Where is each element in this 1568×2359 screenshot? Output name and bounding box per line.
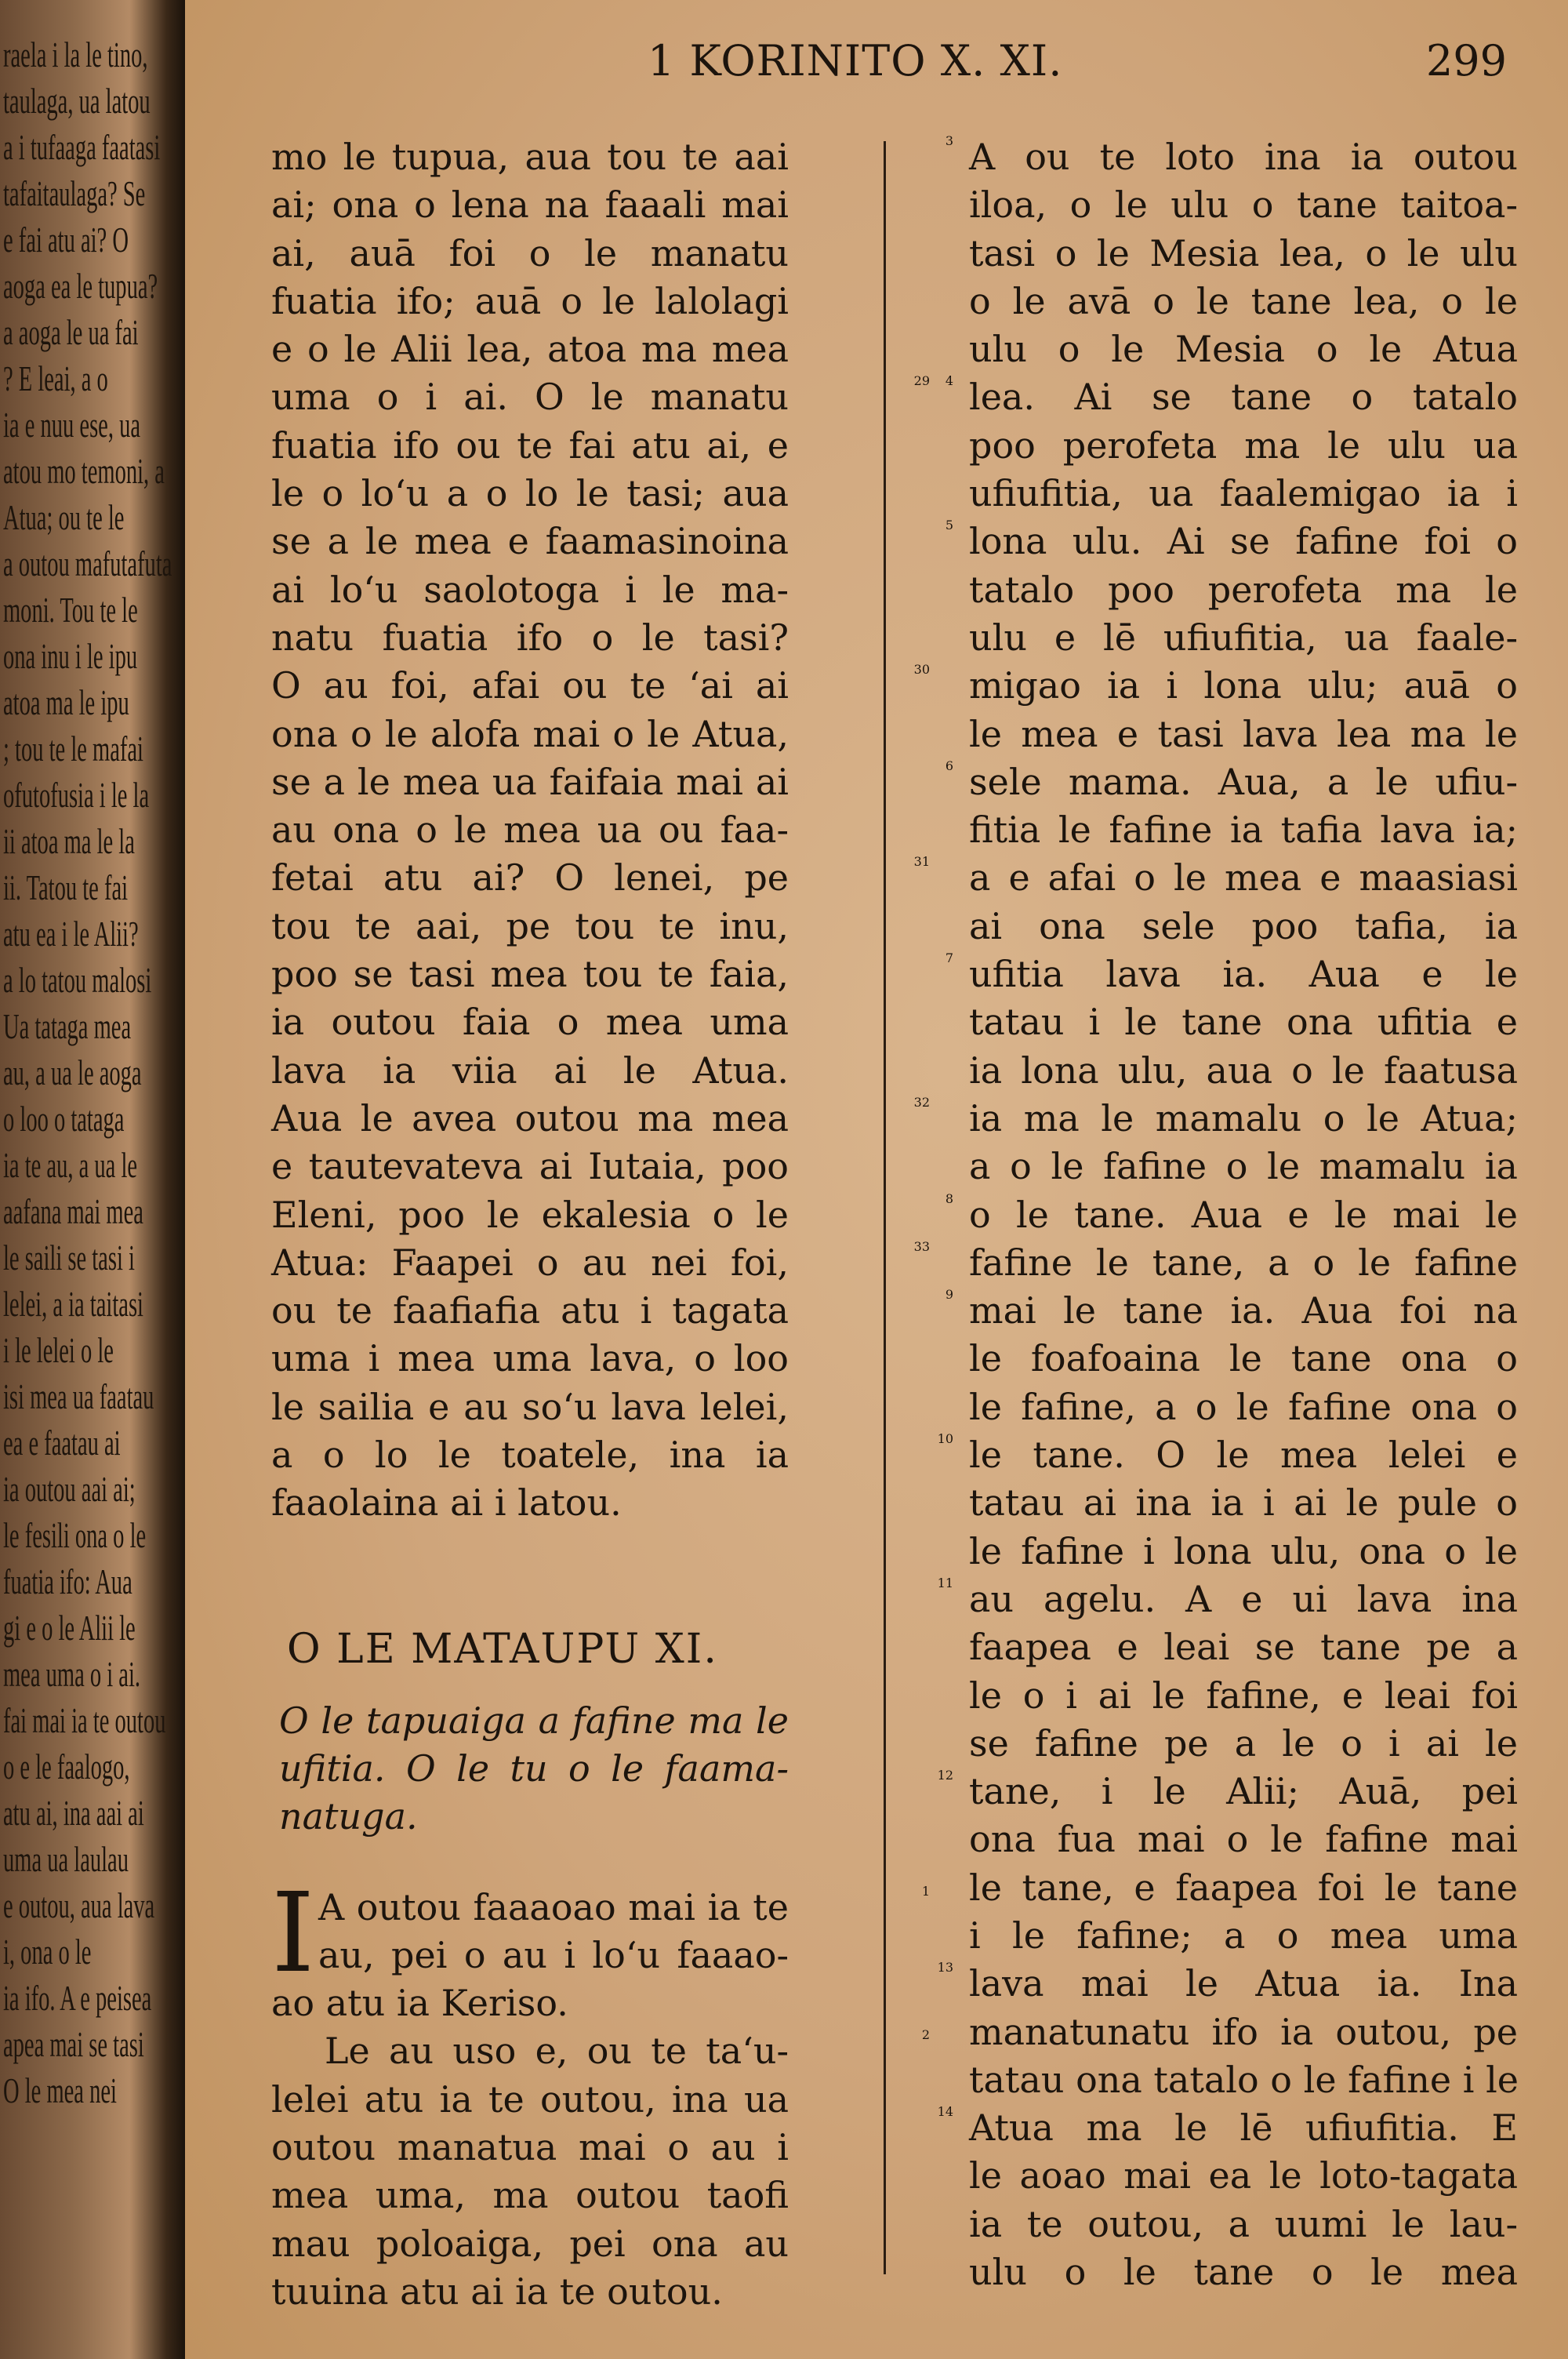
text-line: lea. Ai se tane o tatalo [969,376,1518,419]
text-line: O le tapuaiga a fafine ma le [279,1699,789,1742]
text-row [969,1912,1518,1960]
text-row [969,230,1518,278]
text-row [969,470,1518,518]
text-row [271,951,789,998]
text-row [969,1864,1518,1912]
verse-number: 3 [945,133,953,148]
text-line: fafine le tane, a o le fafine [969,1241,1518,1284]
text-line: lelei atu ia te outou, ina ua [271,2077,789,2121]
previous-page-line: atoa ma le ipu [3,682,129,722]
text-row [271,325,789,373]
previous-page-line: a i tufaaga faatasi [3,127,161,167]
text-line: ufiufitia, ua faalemigao ia i [969,472,1518,515]
previous-page-line: ia outou aai ai; [3,1469,136,1509]
text-row [969,1095,1518,1143]
text-line: Le au uso e, ou te ta‘u- [325,2030,789,2073]
text-row [969,1816,1518,1863]
text-line: ia ma le mamalu o le Atua; [969,1096,1518,1140]
text-line: au, pei o au i lo‘u faaao- [318,1933,789,1976]
text-row [945,758,1518,806]
text-row [969,662,1518,710]
verse-number: 13 [937,1960,953,1976]
text-line: a o lo le toatele, ina ia [271,1434,789,1477]
previous-page-line: Atua; ou te le [3,497,125,537]
text-line: se a le mea ua faifaia mai ai [271,760,789,803]
text-row [945,133,1518,181]
verse-number: 6 [945,758,953,773]
text-row [945,373,1518,421]
text-row [969,998,1518,1046]
right-column [937,133,1519,2296]
previous-page-line: e outou, aua lava [3,1885,155,1925]
text-line: faapea e leai se tane pe a [969,1626,1518,1669]
text-line: mea uma, ma outou taofi [271,2174,789,2217]
previous-page-line: mea uma o i ai. [3,1654,141,1694]
text-line: fitia le fafine ia tafia lava ia; [969,809,1518,852]
text-row [271,2268,789,2316]
verse-number: 4 [945,373,953,389]
text-row [271,903,789,951]
text-line: lona ulu. Ai se fafine foi o [969,520,1518,563]
text-row [969,614,1518,662]
verse-number: 1 [921,1883,930,1899]
text-line: a e afai o le mea e maasiasi [969,856,1518,900]
text-row [969,1528,1518,1576]
previous-page-line: lelei, a ia taitasi [3,1284,143,1324]
text-line: se fafine pe a le o i ai le [969,1721,1518,1765]
text-row [271,711,789,758]
text-line: poo se tasi mea tou te faia, [271,953,789,996]
text-row [271,373,930,421]
text-row [271,998,789,1046]
previous-page-line: atou mo temoni, a [3,451,165,491]
text-line: tasi o le Mesia lea, o le ulu [969,231,1518,274]
text-row [945,518,1518,565]
text-line: lava mai le Atua ia. Ina [969,1962,1518,2005]
text-line: ia outou faia o mea uma [271,1001,789,1044]
text-line: o le avā o le tane lea, o le [969,279,1518,322]
text-row [271,2172,789,2219]
text-line: le sailia e au so‘u lava lelei, [271,1385,789,1428]
text-row [969,1672,1518,1720]
previous-page-line: ; tou te le mafai [3,729,143,769]
text-line: le aoao mai ea le loto-tagata [969,2154,1518,2197]
previous-page-line: a aoga le ua fai [3,312,139,352]
verse-number: 11 [937,1575,953,1590]
chapter-eleven-text [271,1869,930,2317]
text-row [937,2104,1518,2152]
text-line: ulu e lē ufiufitia, ua faale- [969,616,1518,659]
text-row [271,1883,930,1932]
text-line: lava ia viia ai le Atua. [271,1049,789,1092]
text-line: ulu o le Mesia o le Atua [969,328,1518,371]
text-row [271,614,789,662]
text-line: outou manatua mai o au i [271,2125,789,2168]
previous-page-line: a lo tatou malosi [3,960,152,1000]
text-row [271,133,789,181]
page [185,0,1568,2359]
text-line: ai ona sele poo tafia, ia [969,904,1518,947]
text-line: le tane. O le mea lelei e [969,1434,1518,1477]
page-header [185,30,1568,93]
text-line: tane, i le Alii; Auā, pei [969,1770,1518,1813]
text-line: mai le tane ia. Aua foi na [969,1289,1518,1332]
text-row [271,1143,789,1190]
previous-page-line: au, a ua le aoga [3,1052,142,1092]
text-line: ia te outou, a uumi le lau- [969,2202,1518,2245]
previous-page-line: raela i la le tino, [3,35,148,75]
text-line: au agelu. A e ui lava ina [969,1577,1518,1620]
text-line: faaolaina ai i latou. [271,1481,622,1525]
previous-page-line: tafaitaulaga? Se [3,173,146,213]
text-line: le foafoaina le tane ona o [969,1337,1518,1380]
verse-number: 12 [937,1768,953,1783]
text-line: Atua ma le lē ufiufitia. E [969,2106,1518,2150]
text-row [271,2124,789,2172]
text-line: tatau ona tatalo o le fafine i le [969,2058,1519,2101]
previous-page-line: ia e nuu ese, ua [3,405,141,445]
text-line: le o i ai le fafine, e leai foi [969,1674,1518,1717]
verse-number: 32 [913,1094,930,1110]
previous-page-line: apea mai se tasi [3,2024,144,2064]
text-line: poo perofeta ma le ulu ua [969,423,1518,467]
text-row [271,1431,789,1479]
text-row [271,2220,789,2268]
previous-page-line: a outou mafutafuta [3,543,172,583]
text-line: le fafine, a o le fafine ona o [969,1385,1518,1428]
previous-page-line: moni. Tou te le [3,590,138,630]
previous-page-line: O le mea nei [3,2070,117,2110]
text-line: iloa, o le ulu o tane taitoa- [969,184,1518,227]
text-row [969,1143,1518,1190]
text-line: mau poloaiga, pei ona au [271,2222,789,2265]
text-line: a o le fafine o le mamalu ia [969,1145,1518,1188]
text-row [271,1479,789,1527]
text-row [271,2076,789,2124]
previous-page-line: aafana mai mea [3,1191,143,1231]
text-row [271,1238,930,1287]
text-line: le mea e tasi lava lea ma le [969,712,1518,755]
text-line: migao ia i lona ulu; auā o [969,664,1518,707]
text-row [969,711,1518,758]
column-divider [884,141,886,2274]
previous-page-line: ia te au, a ua le [3,1145,138,1185]
previous-page-line: atu ai, ina aai ai [3,1793,144,1833]
text-row [271,1191,789,1239]
text-line: fetai atu ai? O lenei, pe [271,856,789,900]
previous-page-line: ia ifo. A e peisea [3,1978,152,2018]
text-row [969,325,1518,373]
text-line: i le fafine; a o mea uma [969,1914,1518,1957]
text-line: au ona o le mea ua ou faa- [271,809,789,852]
previous-page-line: ii atoa ma le la [3,821,135,861]
text-row [271,230,789,278]
text-line: Aua le avea outou ma mea [271,1096,789,1140]
text-row [937,1431,1518,1479]
text-line: O au foi, afai ou te ‘ai ai [271,664,789,707]
text-row [969,2152,1518,2200]
text-line: natuga. [279,1795,418,1838]
text-row [271,662,930,710]
verse-number: 5 [945,518,953,533]
text-row [969,181,1518,229]
previous-page-line: ona inu i le ipu [3,636,138,676]
text-line: ulu o le tane o le mea [969,2251,1518,2294]
text-line: uma o i ai. O le manatu [271,376,789,419]
previous-page-line: uma ua laulau [3,1839,129,1879]
text-line: o le tane. Aua e le mai le [969,1193,1518,1236]
text-row [271,181,789,229]
text-row [271,1383,789,1431]
chapter-ten-text [271,133,930,1528]
text-row [969,806,1518,854]
text-line: ai lo‘u saolotoga i le ma- [271,568,789,611]
text-row [271,758,789,806]
text-line: mo le tupua, aua tou te aai [271,136,789,178]
text-row [945,1190,1518,1239]
verse-number: 7 [945,951,953,966]
text-line: ufitia. O le tu o le faama- [279,1747,789,1790]
text-line: ona o le alofa mai o le Atua, [271,712,789,755]
text-row [271,1932,789,1979]
text-line: sele mama. Aua, a le ufiu- [969,760,1518,803]
text-row [271,1287,789,1335]
text-row [271,806,789,854]
text-row [969,903,1518,951]
text-row [969,2201,1518,2248]
text-row [937,1575,1518,1623]
drop-cap: I [271,1869,315,1997]
text-line: Atua: Faapei o au nei foi, [271,1241,789,1284]
previous-page-line: ea e faatau ai [3,1423,121,1463]
previous-page-line: i, ona o le [3,1932,92,1972]
left-column [271,133,930,2316]
verse-number: 29 [913,373,930,389]
text-row [945,951,1518,998]
text-row [969,2008,1518,2056]
chapter-eleven-continued-text [937,133,1519,2296]
previous-page-line: le fesili ona o le [3,1515,147,1555]
text-line: ai; ona o lena na faaali mai [271,184,789,227]
verse-number: 33 [913,1238,930,1254]
text-row [969,566,1518,614]
text-line: tatau i le tane ona ufitia e [969,1001,1518,1044]
previous-page-line: le saili se tasi i [3,1238,135,1278]
previous-page-line: ofutofusia i le la [3,775,150,815]
text-line: tatau ai ina ia i ai le pule o [969,1481,1518,1525]
chapter-summary [279,1697,789,1841]
previous-page-line: o e le faalogo, [3,1747,130,1787]
text-line: A outou faaaoao mai ia te [318,1885,789,1928]
text-line: fuatia ifo; auā o le lalolagi [271,279,789,322]
previous-page-line: Ua tataga mea [3,1006,132,1046]
previous-page-line: atu ea i le Alii? [3,914,139,954]
page-number: 299 [1425,36,1507,85]
text-row [969,1047,1518,1095]
text-line: ai, auā foi o le manatu [271,231,789,274]
text-row [969,1623,1518,1671]
text-row [969,1335,1518,1383]
text-row [969,1383,1518,1431]
text-line: se a le mea e faamasinoina [271,520,789,563]
text-line: tuuina atu ai ia te outou. [271,2270,723,2313]
text-row [937,1768,1518,1816]
verse-number: 30 [913,662,930,678]
running-title: 1 KORINITO X. XI. [648,36,1063,85]
text-row [271,1335,789,1383]
text-line: ou te faafiafia atu i tagata [271,1289,789,1332]
text-line: fuatia ifo ou te fai atu ai, e [271,423,789,467]
text-row [969,278,1518,325]
text-line: manatunatu ifo ia outou, pe [969,2010,1518,2053]
text-line: natu fuatia ifo o le tasi? [271,616,789,659]
text-line: ona fua mai o le fafine mai [969,1818,1518,1861]
text-line: e tautevateva ai Iutaia, poo [271,1145,789,1188]
text-row [271,854,930,902]
previous-page-line: i le lelei o le [3,1330,114,1370]
verse-number: 2 [921,2027,930,2043]
previous-page-line: gi e o le Alii le [3,1608,136,1648]
text-line: le tane, e faapea foi le tane [969,1866,1518,1909]
text-line: uma i mea uma lava, o loo [271,1337,789,1380]
text-row [271,566,789,614]
text-row [969,1239,1518,1287]
text-line: ia lona ulu, aua o le faatusa [969,1049,1518,1092]
previous-page-line: ? E leai, a o [3,358,108,398]
text-row [271,2027,930,2075]
verse-number: 10 [937,1431,953,1447]
text-line: ao atu ia Keriso. [271,1982,568,2025]
text-line: ufitia lava ia. Aua e le [969,953,1518,996]
previous-page-line: taulaga, ua latou [3,81,151,121]
chapter-heading: O LE MATAUPU XI. [287,1625,718,1673]
text-row [945,1287,1518,1335]
text-line: tou te aai, pe tou te inu, [271,904,789,947]
text-line: le o lo‘u a o lo le tasi; aua [271,472,789,515]
verse-number: 8 [945,1190,953,1206]
previous-page-line: e fai atu ai? O [3,220,129,260]
text-row [969,1720,1518,1768]
text-row [271,422,789,470]
text-row [969,2248,1518,2296]
previous-page-line: aoga ea le tupua? [3,266,158,306]
text-row [271,470,789,518]
previous-page-line: ii. Tatou te fai [3,867,129,907]
text-row [937,1960,1518,2008]
verse-number: 9 [945,1287,953,1303]
text-row [271,518,789,565]
text-row [969,854,1518,902]
text-row [969,1479,1518,1527]
text-line: Eleni, poo le ekalesia o le [271,1193,789,1236]
text-row [271,1979,789,2027]
text-line: tatalo poo perofeta ma le [969,568,1518,611]
text-row [271,1047,789,1095]
previous-page-line: fuatia ifo: Aua [3,1561,132,1601]
text-row [969,422,1518,470]
previous-page-line: o loo o tataga [3,1099,125,1139]
text-row [969,2056,1518,2104]
previous-page-line: fai mai ia te outou [3,1700,166,1740]
text-line: le fafine i lona ulu, ona o le [969,1529,1518,1572]
previous-page-edge [0,31,172,2353]
text-row [271,278,789,325]
text-line: e o le Alii lea, atoa ma mea [271,328,789,371]
text-line: A ou te loto ina ia outou [969,136,1518,178]
verse-number: 31 [913,854,930,870]
verse-number: 14 [937,2104,953,2120]
previous-page-line: isi mea ua faatau [3,1376,154,1416]
text-row [271,1094,930,1143]
